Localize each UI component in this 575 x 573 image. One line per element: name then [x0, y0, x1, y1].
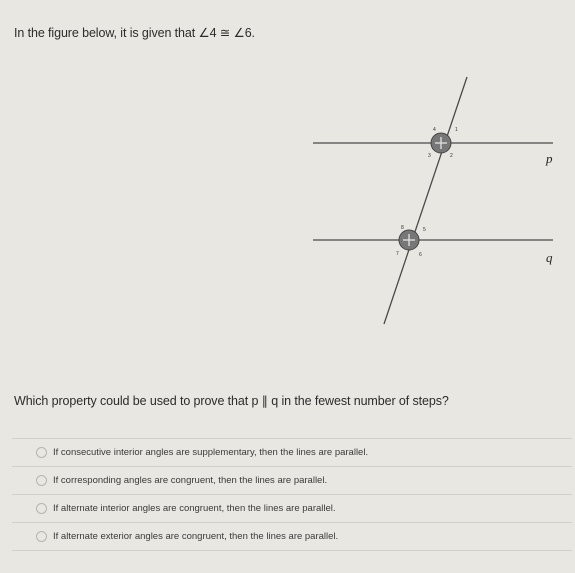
- line-q-label: q: [546, 250, 553, 265]
- angle-label-5: 5: [423, 227, 426, 233]
- angle-label-3: 3: [428, 153, 431, 159]
- choice-text: If alternate interior angles are congruent, then the lines are parallel.: [53, 503, 336, 514]
- transversal-line: [384, 77, 467, 324]
- top-intersection-marker: [431, 133, 451, 153]
- choice-text: If alternate exterior angles are congruent, then the lines are parallel.: [53, 531, 339, 542]
- radio-button[interactable]: [36, 531, 47, 542]
- bottom-intersection-marker: [399, 230, 419, 250]
- choice-text: If corresponding angles are congruent, then the lines are parallel.: [53, 475, 328, 486]
- angle-label-4: 4: [433, 127, 436, 133]
- radio-button[interactable]: [36, 475, 47, 486]
- angle-label-6: 6: [419, 252, 422, 258]
- choice-corresponding[interactable]: [12, 466, 572, 494]
- choice-alternate-exterior[interactable]: [12, 522, 572, 551]
- angle-label-8: 8: [401, 225, 404, 231]
- line-p-label: p: [546, 151, 553, 166]
- choice-consecutive-interior[interactable]: [12, 438, 572, 466]
- question-text: Which property could be used to prove that p ∥ q in the fewest number of steps?: [14, 394, 449, 408]
- choice-text: If consecutive interior angles are supplementary, then the lines are parallel.: [53, 447, 369, 458]
- angle-label-2: 2: [450, 153, 453, 159]
- angle-label-7: 7: [396, 251, 399, 257]
- angle-label-1: 1: [455, 127, 458, 133]
- radio-button[interactable]: [36, 447, 47, 458]
- question-prompt: In the figure below, it is given that ∠4 ≅ ∠6.: [14, 26, 255, 40]
- radio-button[interactable]: [36, 503, 47, 514]
- answer-choices: [12, 438, 572, 551]
- choice-alternate-interior[interactable]: [12, 494, 572, 522]
